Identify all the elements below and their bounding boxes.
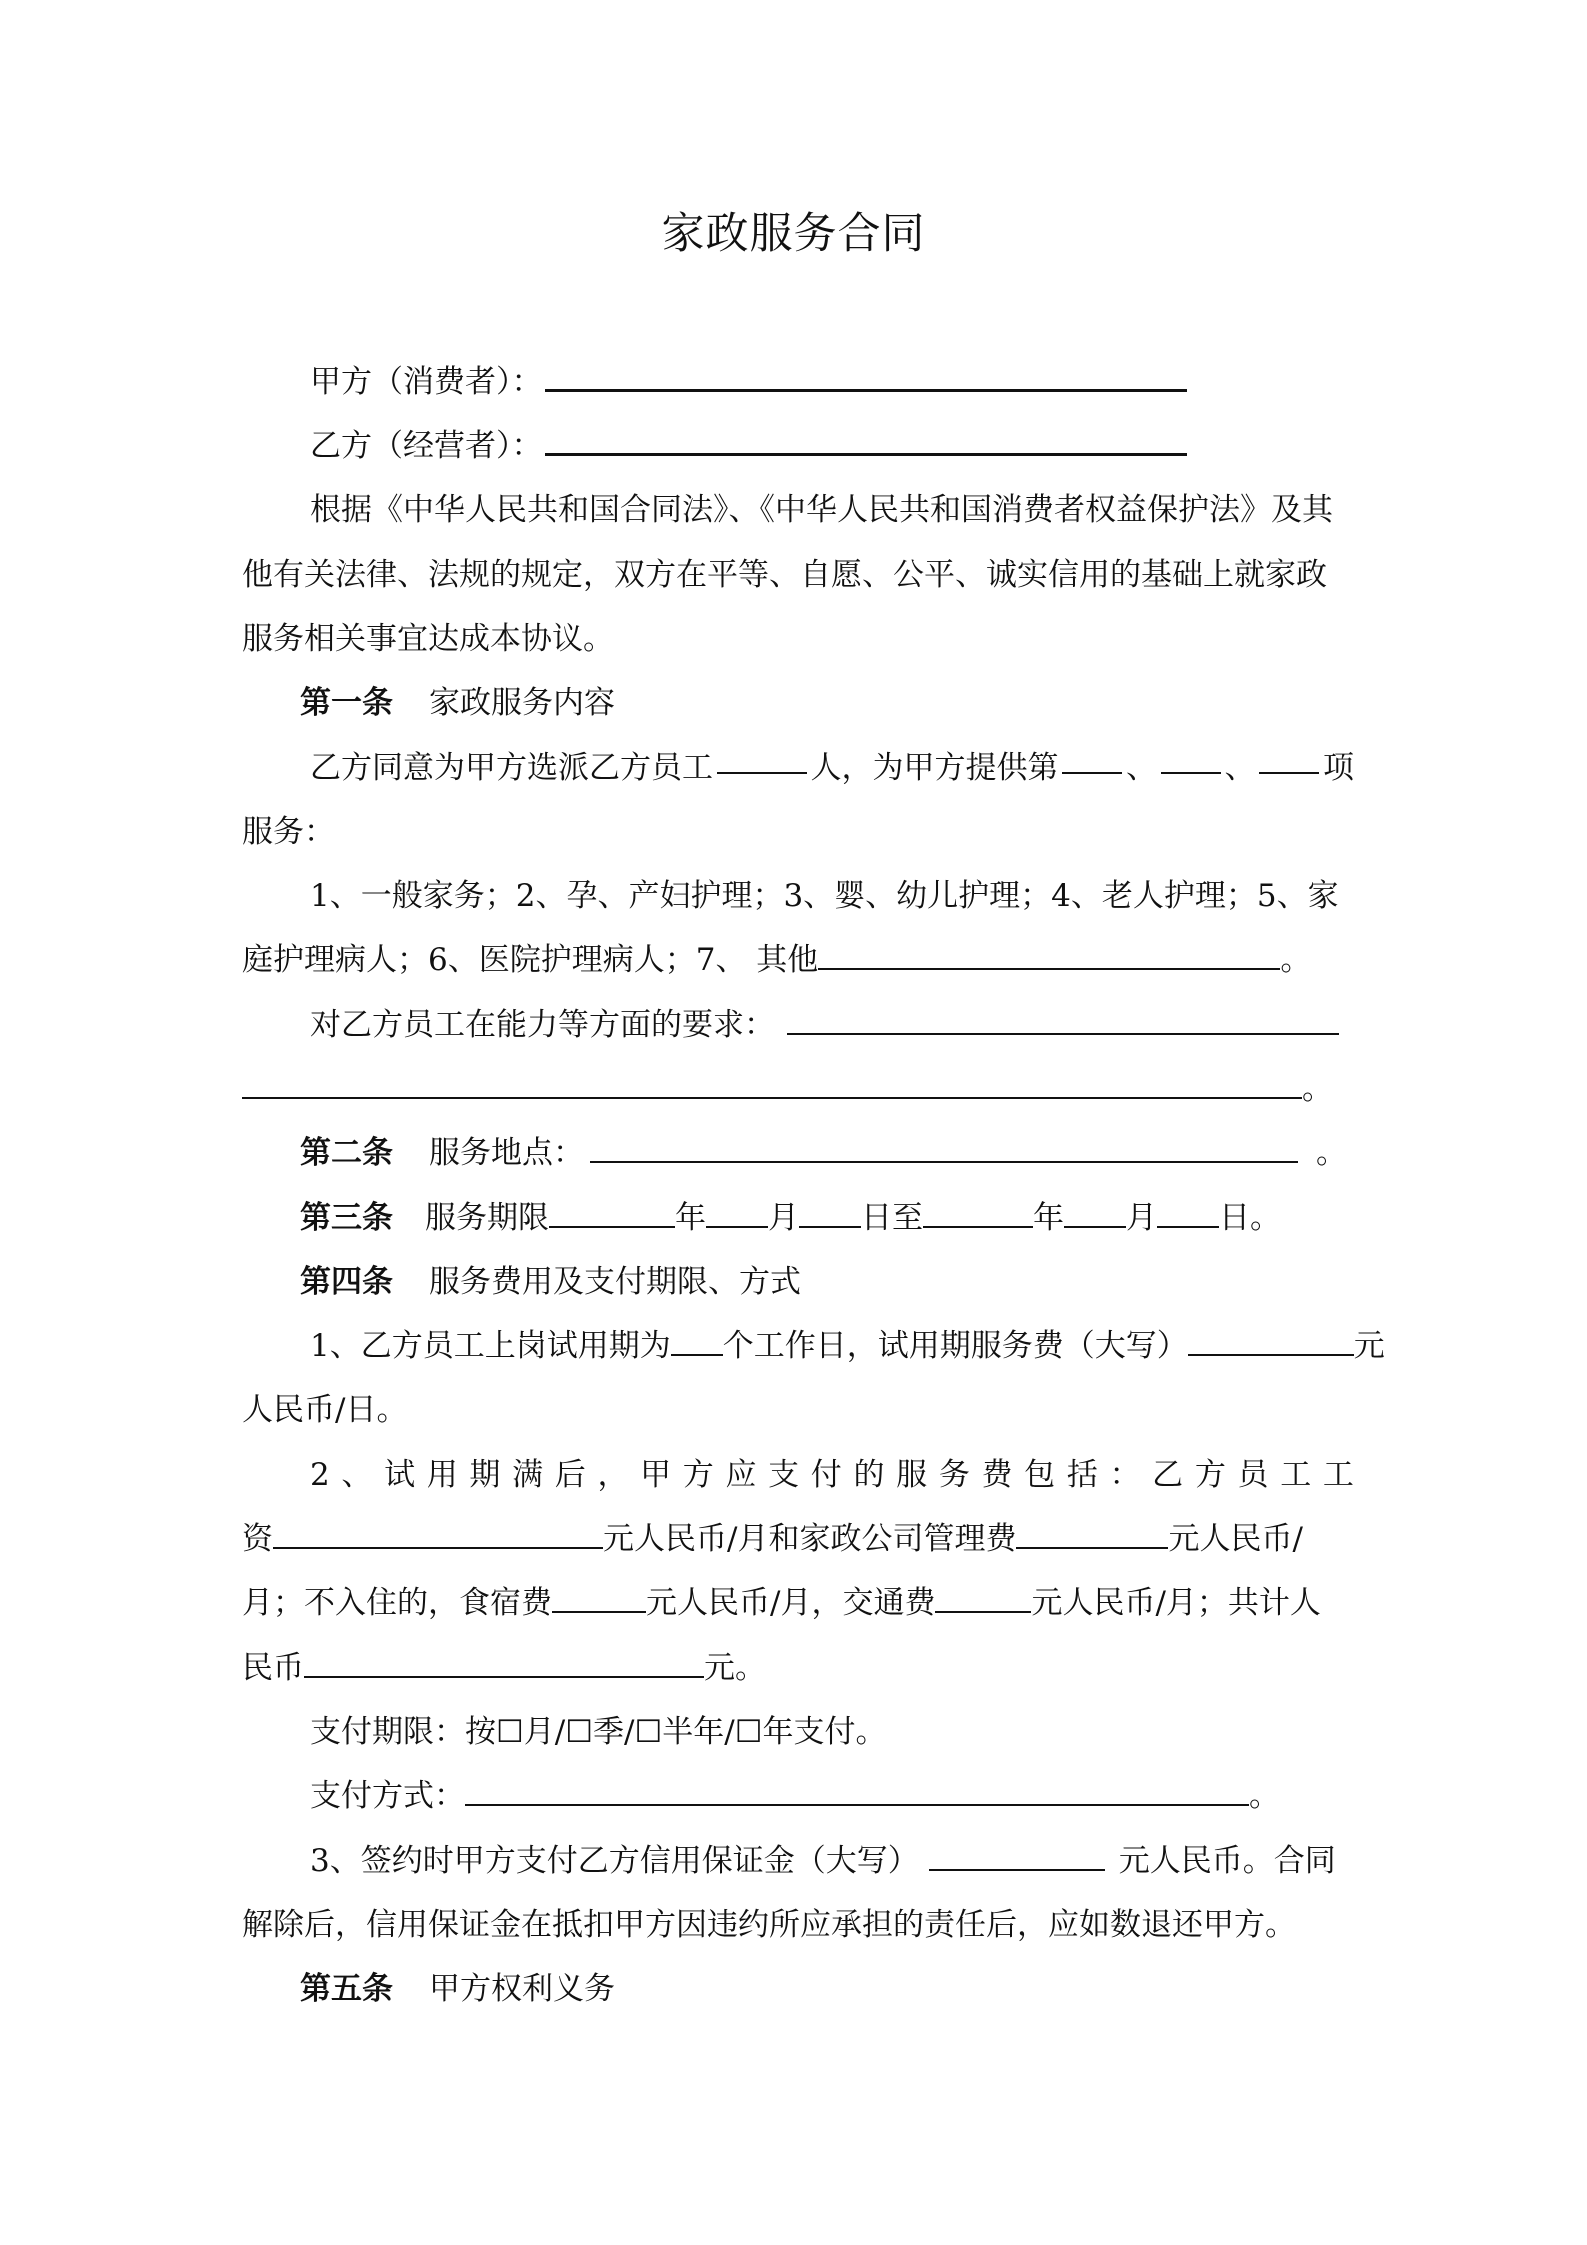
separator-1: 、 <box>1126 750 1157 786</box>
payment-method-line <box>310 1774 1280 1818</box>
party-a-line <box>310 360 1187 404</box>
service-list-end: 。 <box>1280 942 1312 978</box>
trial-text-d: 人民币/日。 <box>242 1392 408 1428</box>
article-5-label: 第五条 <box>300 1971 393 2007</box>
fee-line-1-char: 应 <box>725 1457 757 1493</box>
article-4-title: 服务费用及支付期限、方式 <box>429 1264 801 1300</box>
trial-text-b: 个工作日，试用期服务费（大写） <box>722 1328 1188 1364</box>
fee-line-1-char: 务 <box>938 1457 970 1493</box>
fee-line-1-char: 包 <box>1024 1457 1056 1493</box>
article-4-heading <box>300 1260 801 1304</box>
end-year-blank[interactable] <box>923 1200 1033 1228</box>
party-a-label: 甲方（消费者）： <box>310 364 543 400</box>
end-month-unit: 月 <box>1126 1200 1157 1236</box>
requirement-line-2 <box>242 1067 1333 1111</box>
fee-line-1-char: 乙 <box>1152 1457 1184 1493</box>
fee-line-4 <box>242 1646 766 1690</box>
fee-line-1-char: 费 <box>981 1457 1013 1493</box>
article-5-title: 甲方权利义务 <box>429 1971 615 2007</box>
deposit-text-b: 元人民币。合同 <box>1118 1843 1336 1879</box>
requirement-label: 对乙方员工在能力等方面的要求： <box>310 1007 775 1043</box>
service-item-blank-2[interactable] <box>1161 746 1221 774</box>
article-5-heading <box>300 1967 615 2011</box>
fee-line-1-char: 付 <box>810 1457 842 1493</box>
fee-text-h: 元。 <box>704 1650 766 1686</box>
salary-blank[interactable] <box>273 1521 603 1549</box>
service-list-line-2 <box>242 938 1311 982</box>
article-2-end: 。 <box>1316 1135 1347 1171</box>
fee-line-1-char: ， <box>597 1457 629 1493</box>
deposit-line-2: 解除后，信用保证金在抵扣甲方因违约所应承担的责任后，应如数退还甲方。 <box>242 1907 1296 1943</box>
fee-text-a: 资 <box>242 1521 273 1557</box>
other-service-blank[interactable] <box>818 942 1280 970</box>
management-fee-blank[interactable] <box>1016 1521 1168 1549</box>
start-year-blank[interactable] <box>549 1200 675 1228</box>
fee-text-d: 月；不入住的，食宿费 <box>242 1585 552 1621</box>
transport-fee-blank[interactable] <box>935 1585 1031 1613</box>
fee-line-1-char: 试 <box>384 1457 416 1493</box>
end-day-blank[interactable] <box>1157 1200 1219 1228</box>
start-month-blank[interactable] <box>706 1200 768 1228</box>
preamble-line-2: 他有关法律、法规的规定，双方在平等、自愿、公平、诚实信用的基础上就家政 <box>242 557 1327 593</box>
trial-fee-blank[interactable] <box>1188 1328 1354 1356</box>
trial-days-blank[interactable] <box>671 1328 723 1356</box>
deposit-line <box>310 1839 1336 1883</box>
start-day-blank[interactable] <box>799 1200 861 1228</box>
party-a-blank[interactable] <box>545 363 1187 392</box>
service-list-line-1: 1、一般家务；2、孕、产妇护理；3、婴、幼儿护理；4、老人护理；5、家 <box>310 878 1339 914</box>
start-month-unit: 月 <box>768 1200 799 1236</box>
fee-line-1 <box>310 1453 1354 1497</box>
fee-line-1-char: 方 <box>682 1457 714 1493</box>
fee-line-1-char: 的 <box>853 1457 885 1493</box>
fee-line-1-char: 期 <box>469 1457 501 1493</box>
payment-method-end: 。 <box>1249 1778 1280 1814</box>
deposit-amount-blank[interactable] <box>929 1843 1105 1871</box>
fee-text-g: 民币 <box>242 1650 304 1686</box>
article-1-staff-line <box>310 746 1354 790</box>
fee-line-1-char: 方 <box>1194 1457 1226 1493</box>
fee-line-2 <box>242 1517 1303 1561</box>
document-title: 家政服务合同 <box>661 209 926 259</box>
fee-line-1-char: 工 <box>1280 1457 1312 1493</box>
fee-line-1-char: 用 <box>426 1457 458 1493</box>
article-1-heading <box>300 681 615 725</box>
trial-text-c: 元 <box>1353 1328 1385 1364</box>
article-1-label: 第一条 <box>300 685 393 721</box>
fee-line-3 <box>242 1581 1321 1625</box>
fee-line-1-char: 工 <box>1322 1457 1354 1493</box>
fee-line-1-char: 服 <box>896 1457 928 1493</box>
end-month-blank[interactable] <box>1064 1200 1126 1228</box>
article-3-label: 第三条 <box>300 1200 393 1236</box>
requirement-end: 。 <box>1302 1071 1333 1107</box>
trial-text-a: 1、乙方员工上岗试用期为 <box>310 1328 671 1364</box>
fee-text-b: 元人民币/月和家政公司管理费 <box>603 1521 1017 1557</box>
deposit-text-a: 3、签约时甲方支付乙方信用保证金（大写） <box>310 1843 919 1879</box>
end-day-unit: 日。 <box>1219 1200 1281 1236</box>
start-day-unit: 日至 <box>861 1200 923 1236</box>
fee-line-1-char: ： <box>1109 1457 1141 1493</box>
service-item-blank-3[interactable] <box>1259 746 1319 774</box>
service-location-blank[interactable] <box>590 1135 1298 1163</box>
service-list-other: 庭护理病人；6、医院护理病人；7、 其他 <box>242 942 819 978</box>
preamble-line-1: 根据《中华人民共和国合同法》、《中华人民共和国消费者权益保护法》及其 <box>310 492 1333 528</box>
staff-text-b: 人，为甲方提供第 <box>810 750 1059 786</box>
article-2-line <box>300 1131 1347 1175</box>
article-2-text: 服务地点： <box>429 1135 584 1171</box>
preamble-line-3: 服务相关事宜达成本协议。 <box>242 621 614 657</box>
article-2-label: 第二条 <box>300 1135 393 1171</box>
board-fee-blank[interactable] <box>552 1585 646 1613</box>
fee-line-1-char: 2 <box>310 1457 330 1493</box>
separator-2: 、 <box>1224 750 1256 786</box>
fee-line-1-char: 满 <box>512 1457 544 1493</box>
article-4-label: 第四条 <box>300 1264 393 1300</box>
start-year-unit: 年 <box>675 1200 706 1236</box>
fee-line-1-char: 支 <box>768 1457 800 1493</box>
fee-line-1-char: 、 <box>341 1457 373 1493</box>
staff-text-d: 服务： <box>242 814 335 850</box>
party-b-label: 乙方（经营者）： <box>310 428 543 464</box>
payment-method-label: 支付方式： <box>310 1778 465 1814</box>
fee-line-1-char: 员 <box>1237 1457 1269 1493</box>
article-1-title: 家政服务内容 <box>429 685 615 721</box>
total-fee-blank[interactable] <box>304 1650 704 1678</box>
fee-text-f: 元人民币/月；共计人 <box>1031 1585 1321 1621</box>
end-year-unit: 年 <box>1033 1200 1064 1236</box>
fee-text-c: 元人民币/ <box>1168 1521 1303 1557</box>
fee-text-e: 元人民币/月，交通费 <box>646 1585 936 1621</box>
party-b-line <box>310 424 1187 468</box>
requirement-line <box>310 1003 1339 1047</box>
payment-method-blank[interactable] <box>465 1778 1249 1806</box>
article-3-line <box>300 1196 1281 1240</box>
article-3-text: 服务期限 <box>425 1200 549 1236</box>
trial-period-line <box>310 1324 1385 1368</box>
staff-text-a: 乙方同意为甲方选派乙方员工 <box>310 750 713 786</box>
staff-text-c: 项 <box>1323 750 1354 786</box>
payment-period-line: 支付期限：按☐月/☐季/☐半年/☐年支付。 <box>310 1714 887 1750</box>
fee-line-1-char: 后 <box>554 1457 586 1493</box>
requirement-blank-2[interactable] <box>242 1071 1302 1099</box>
staff-count-blank[interactable] <box>717 746 807 774</box>
service-item-blank-1[interactable] <box>1062 746 1122 774</box>
fee-line-1-char: 甲 <box>640 1457 672 1493</box>
party-b-blank[interactable] <box>545 427 1187 456</box>
requirement-blank-1[interactable] <box>787 1007 1339 1035</box>
fee-line-1-char: 括 <box>1066 1457 1098 1493</box>
